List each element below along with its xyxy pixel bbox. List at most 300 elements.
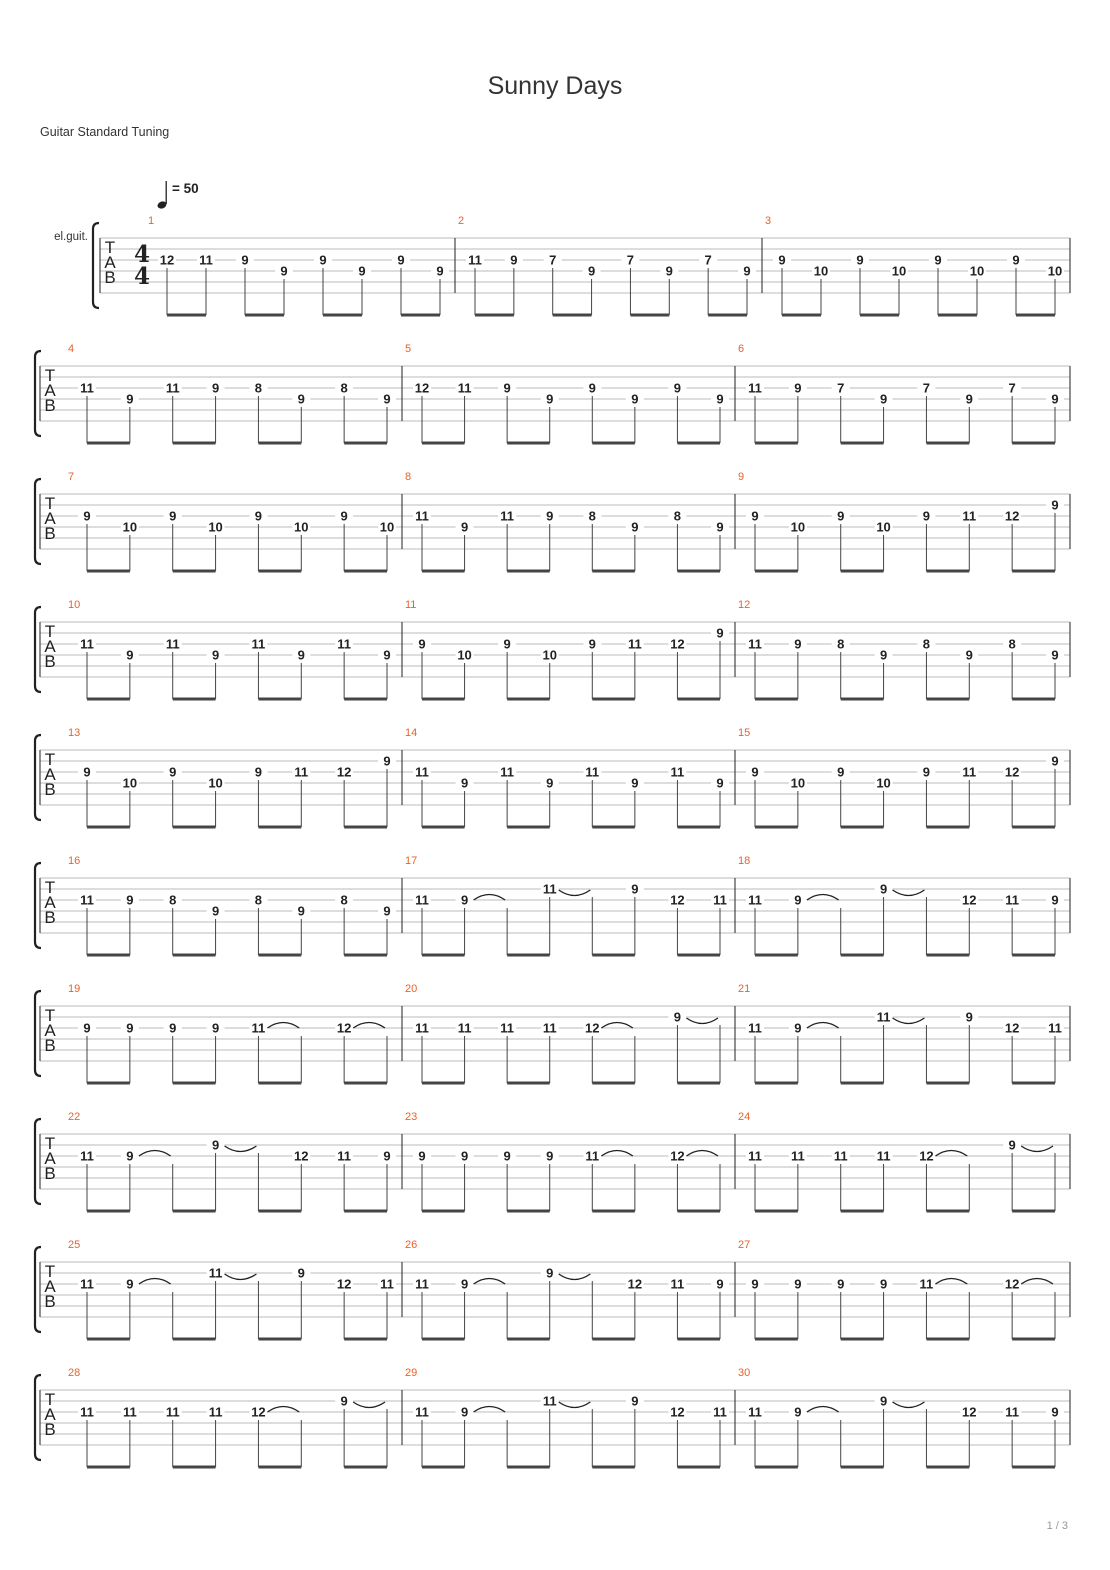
fret-number: 9 bbox=[588, 380, 596, 396]
tab-clef-letter: A bbox=[44, 1149, 56, 1168]
fret-number: 10 bbox=[813, 263, 829, 279]
tab-system bbox=[35, 343, 1070, 443]
fret-number: 9 bbox=[751, 508, 759, 524]
tie-arc bbox=[686, 1151, 718, 1157]
fret-number: 9 bbox=[297, 1265, 305, 1281]
tie-arc bbox=[935, 1151, 967, 1157]
fret-number: 9 bbox=[546, 391, 554, 407]
fret-number: 8 bbox=[922, 636, 931, 652]
measure bbox=[148, 215, 449, 315]
fret-number: 12 bbox=[251, 1404, 266, 1420]
measure bbox=[402, 1111, 720, 1211]
fret-number: 11 bbox=[415, 1020, 429, 1036]
measure-number: 12 bbox=[738, 599, 751, 611]
tab-clef-letter: B bbox=[44, 908, 56, 927]
tie-arc bbox=[353, 1023, 385, 1029]
measure-number: 7 bbox=[68, 471, 75, 483]
fret-number: 9 bbox=[1051, 391, 1059, 407]
fret-number: 9 bbox=[856, 252, 864, 268]
fret-number: 11 bbox=[1005, 892, 1020, 908]
fret-number: 9 bbox=[631, 1393, 639, 1409]
fret-number: 9 bbox=[126, 1276, 134, 1292]
fret-number: 9 bbox=[794, 1020, 802, 1036]
tie-arc bbox=[893, 1402, 925, 1408]
fret-number: 9 bbox=[794, 636, 802, 652]
measure bbox=[735, 1367, 1064, 1467]
fret-number: 7 bbox=[1008, 380, 1016, 396]
fret-number: 10 bbox=[379, 519, 395, 535]
tab-clef-letter: A bbox=[44, 1021, 56, 1040]
measure bbox=[735, 1239, 1055, 1339]
fret-number: 9 bbox=[716, 519, 724, 535]
measure bbox=[68, 599, 396, 699]
fret-number: 11 bbox=[833, 1148, 848, 1164]
fret-number: 11 bbox=[415, 1276, 429, 1292]
fret-number: 9 bbox=[460, 1404, 469, 1420]
fret-number: 12 bbox=[585, 1020, 600, 1036]
tie-arc bbox=[225, 1274, 257, 1280]
measure bbox=[455, 215, 756, 315]
fret-number: 9 bbox=[169, 508, 177, 524]
measure bbox=[402, 855, 729, 955]
fret-number: 9 bbox=[436, 263, 444, 279]
fret-number: 9 bbox=[837, 764, 845, 780]
fret-number: 9 bbox=[546, 1265, 554, 1281]
tab-clef-letter: A bbox=[44, 381, 56, 400]
fret-number: 10 bbox=[1047, 263, 1063, 279]
tie-arc bbox=[601, 1023, 633, 1029]
fret-number: 9 bbox=[837, 1276, 845, 1292]
tie-arc bbox=[225, 1146, 257, 1152]
measure-number: 23 bbox=[405, 1111, 418, 1123]
fret-number: 10 bbox=[790, 519, 806, 535]
page-number: 1 / 3 bbox=[1046, 1520, 1068, 1532]
fret-number: 12 bbox=[336, 1276, 352, 1292]
fret-number: 8 bbox=[169, 892, 177, 908]
fret-number: 9 bbox=[126, 892, 134, 908]
fret-number: 8 bbox=[1008, 636, 1016, 652]
fret-number: 11 bbox=[294, 764, 309, 780]
fret-number: 12 bbox=[1004, 1276, 1020, 1292]
measure bbox=[402, 343, 729, 443]
fret-number: 10 bbox=[122, 775, 138, 791]
tie-arc bbox=[353, 1402, 385, 1408]
tie-arc bbox=[267, 1407, 299, 1413]
fret-number: 9 bbox=[503, 636, 511, 652]
fret-number: 9 bbox=[1051, 753, 1059, 769]
fret-number: 12 bbox=[159, 252, 175, 268]
measure bbox=[68, 983, 387, 1083]
fret-number: 9 bbox=[340, 1393, 348, 1409]
tie-arc bbox=[807, 895, 839, 901]
fret-number: 12 bbox=[294, 1148, 309, 1164]
fret-number: 9 bbox=[879, 647, 888, 663]
instrument-label: el.guit. bbox=[54, 231, 88, 243]
fret-number: 11 bbox=[165, 1404, 180, 1420]
fret-number: 9 bbox=[631, 881, 639, 897]
tie-arc bbox=[559, 890, 591, 896]
fret-number: 11 bbox=[415, 1404, 429, 1420]
fret-number: 11 bbox=[80, 1276, 94, 1292]
fret-number: 11 bbox=[790, 1148, 805, 1164]
fret-number: 9 bbox=[631, 775, 639, 791]
fret-number: 9 bbox=[126, 1148, 134, 1164]
tab-clef-letter: T bbox=[44, 1006, 56, 1025]
tie-arc bbox=[139, 1279, 171, 1285]
measure-number: 27 bbox=[738, 1239, 751, 1251]
fret-number: 10 bbox=[969, 263, 985, 279]
measure-number: 11 bbox=[405, 599, 417, 611]
tab-clef-letter: B bbox=[44, 652, 56, 671]
tab-clef-letter: A bbox=[44, 1405, 56, 1424]
fret-number: 9 bbox=[460, 1148, 469, 1164]
tie-arc bbox=[1021, 1146, 1053, 1152]
fret-number: 9 bbox=[211, 380, 220, 396]
fret-number: 8 bbox=[673, 508, 682, 524]
fret-number: 9 bbox=[1051, 1404, 1059, 1420]
measure-number: 25 bbox=[68, 1239, 81, 1251]
tab-clef-letter: B bbox=[44, 1420, 56, 1439]
fret-number: 10 bbox=[457, 647, 472, 663]
fret-number: 9 bbox=[503, 380, 511, 396]
tab-clef-letter: B bbox=[44, 780, 56, 799]
tie-arc bbox=[139, 1151, 171, 1157]
fret-number: 9 bbox=[879, 391, 888, 407]
fret-number: 9 bbox=[1008, 1137, 1016, 1153]
fret-number: 9 bbox=[751, 1276, 759, 1292]
measure bbox=[735, 1111, 1055, 1211]
measure-number: 19 bbox=[68, 983, 81, 995]
time-signature-bottom: 4 bbox=[133, 263, 151, 290]
fret-number: 8 bbox=[588, 508, 596, 524]
tab-system bbox=[35, 1111, 1070, 1211]
fret-number: 11 bbox=[165, 636, 180, 652]
fret-number: 10 bbox=[208, 519, 223, 535]
tab-clef-letter: A bbox=[44, 1277, 56, 1296]
tab-clef-letter: T bbox=[44, 366, 56, 385]
tie-arc bbox=[559, 1274, 591, 1280]
fret-number: 11 bbox=[251, 1020, 266, 1036]
fret-number: 9 bbox=[83, 764, 91, 780]
tab-clef-letter: B bbox=[104, 268, 116, 287]
fret-number: 9 bbox=[503, 1148, 511, 1164]
tie-arc bbox=[893, 890, 925, 896]
tie-arc bbox=[807, 1023, 839, 1029]
fret-number: 9 bbox=[1051, 892, 1059, 908]
fret-number: 11 bbox=[337, 1148, 352, 1164]
fret-number: 9 bbox=[211, 1020, 220, 1036]
fret-number: 11 bbox=[415, 892, 429, 908]
measure-number: 14 bbox=[405, 727, 418, 739]
fret-number: 9 bbox=[631, 519, 639, 535]
fret-number: 11 bbox=[713, 892, 727, 908]
measure bbox=[68, 727, 396, 827]
fret-number: 9 bbox=[546, 775, 554, 791]
tab-clef-letter: T bbox=[44, 1134, 56, 1153]
fret-number: 9 bbox=[383, 391, 391, 407]
fret-number: 9 bbox=[546, 1148, 554, 1164]
fret-number: 9 bbox=[879, 1276, 888, 1292]
fret-number: 11 bbox=[80, 380, 94, 396]
fret-number: 9 bbox=[254, 508, 263, 524]
measure bbox=[402, 727, 729, 827]
measure-number: 18 bbox=[738, 855, 751, 867]
fret-number: 9 bbox=[211, 903, 220, 919]
measure bbox=[402, 471, 729, 571]
fret-number: 9 bbox=[751, 764, 759, 780]
measure-number: 6 bbox=[738, 343, 745, 355]
tab-clef-letter: T bbox=[44, 878, 56, 897]
fret-number: 9 bbox=[126, 391, 134, 407]
fret-number: 11 bbox=[585, 1148, 600, 1164]
fret-number: 11 bbox=[500, 508, 515, 524]
fret-number: 9 bbox=[241, 252, 249, 268]
fret-number: 12 bbox=[670, 1148, 685, 1164]
tie-arc bbox=[893, 1018, 925, 1024]
fret-number: 7 bbox=[704, 252, 712, 268]
tab-system bbox=[35, 599, 1070, 699]
tab-clef-letter: A bbox=[44, 893, 56, 912]
fret-number: 8 bbox=[340, 380, 348, 396]
fret-number: 9 bbox=[297, 391, 305, 407]
measure-number: 4 bbox=[68, 343, 75, 355]
fret-number: 12 bbox=[1004, 1020, 1020, 1036]
fret-number: 9 bbox=[794, 892, 802, 908]
fret-number: 9 bbox=[965, 647, 973, 663]
measure bbox=[68, 1367, 387, 1467]
tab-clef-letter: T bbox=[44, 750, 56, 769]
fret-number: 11 bbox=[457, 380, 472, 396]
song-title: Sunny Days bbox=[487, 72, 623, 100]
fret-number: 9 bbox=[83, 1020, 91, 1036]
tie-arc bbox=[935, 1279, 967, 1285]
fret-number: 10 bbox=[876, 519, 891, 535]
system-bracket bbox=[93, 223, 99, 308]
fret-number: 9 bbox=[169, 764, 177, 780]
fret-number: 11 bbox=[1048, 1020, 1062, 1036]
measure-number: 2 bbox=[458, 215, 465, 227]
tuning-label: Guitar Standard Tuning bbox=[40, 125, 170, 139]
fret-number: 9 bbox=[665, 263, 673, 279]
measure-number: 10 bbox=[68, 599, 81, 611]
tie-arc bbox=[474, 1279, 506, 1285]
measure bbox=[68, 343, 396, 443]
fret-number: 9 bbox=[837, 508, 845, 524]
fret-number: 11 bbox=[748, 636, 762, 652]
fret-number: 11 bbox=[457, 1020, 472, 1036]
time-signature-top: 4 bbox=[133, 241, 151, 268]
fret-number: 9 bbox=[460, 892, 469, 908]
fret-number: 9 bbox=[879, 881, 888, 897]
fret-number: 7 bbox=[837, 380, 845, 396]
measure-number: 9 bbox=[738, 471, 745, 483]
fret-number: 9 bbox=[965, 391, 973, 407]
measure bbox=[68, 855, 396, 955]
tie-arc bbox=[807, 1407, 839, 1413]
measure-number: 21 bbox=[738, 983, 751, 995]
fret-number: 11 bbox=[585, 764, 600, 780]
fret-number: 9 bbox=[934, 252, 942, 268]
fret-number: 11 bbox=[468, 252, 482, 268]
tie-arc bbox=[474, 1407, 506, 1413]
fret-number: 9 bbox=[716, 1276, 724, 1292]
fret-number: 9 bbox=[418, 1148, 426, 1164]
measure-number: 24 bbox=[738, 1111, 751, 1123]
fret-number: 9 bbox=[211, 1137, 220, 1153]
fret-number: 12 bbox=[670, 892, 685, 908]
fret-number: 11 bbox=[670, 764, 685, 780]
measure-number: 3 bbox=[765, 215, 772, 227]
fret-number: 9 bbox=[460, 519, 469, 535]
fret-number: 12 bbox=[336, 764, 352, 780]
tie-arc bbox=[559, 1402, 591, 1408]
fret-number: 11 bbox=[748, 1148, 762, 1164]
measure bbox=[402, 983, 720, 1083]
fret-number: 8 bbox=[254, 892, 263, 908]
fret-number: 11 bbox=[337, 636, 352, 652]
fret-number: 9 bbox=[211, 647, 220, 663]
fret-number: 11 bbox=[80, 636, 94, 652]
fret-number: 11 bbox=[80, 1404, 94, 1420]
fret-number: 9 bbox=[418, 636, 426, 652]
fret-number: 9 bbox=[587, 263, 596, 279]
fret-number: 9 bbox=[794, 1276, 802, 1292]
fret-number: 9 bbox=[673, 1009, 682, 1025]
fret-number: 9 bbox=[254, 764, 263, 780]
fret-number: 11 bbox=[500, 1020, 515, 1036]
fret-number: 11 bbox=[542, 1393, 557, 1409]
fret-number: 9 bbox=[716, 625, 724, 641]
fret-number: 9 bbox=[460, 775, 469, 791]
tab-clef-letter: B bbox=[44, 524, 56, 543]
fret-number: 11 bbox=[415, 764, 429, 780]
fret-number: 11 bbox=[415, 508, 429, 524]
measure-number: 5 bbox=[405, 343, 412, 355]
fret-number: 12 bbox=[962, 892, 977, 908]
fret-number: 9 bbox=[778, 252, 786, 268]
fret-number: 11 bbox=[748, 892, 762, 908]
fret-number: 9 bbox=[383, 753, 391, 769]
measure bbox=[68, 1111, 396, 1211]
tab-clef-letter: T bbox=[44, 494, 56, 513]
fret-number: 11 bbox=[542, 881, 557, 897]
fret-number: 9 bbox=[126, 1020, 134, 1036]
fret-number: 9 bbox=[397, 252, 405, 268]
fret-number: 9 bbox=[319, 252, 327, 268]
tab-system bbox=[35, 471, 1070, 571]
tab-clef-letter: A bbox=[44, 637, 56, 656]
measure-number: 13 bbox=[68, 727, 81, 739]
measure bbox=[762, 215, 1064, 315]
measure bbox=[735, 727, 1064, 827]
fret-number: 10 bbox=[542, 647, 557, 663]
fret-number: 11 bbox=[748, 1020, 762, 1036]
fret-number: 9 bbox=[794, 380, 802, 396]
fret-number: 11 bbox=[962, 508, 977, 524]
fret-number: 9 bbox=[716, 775, 724, 791]
tab-clef-letter: T bbox=[44, 1390, 56, 1409]
tab-system bbox=[35, 727, 1070, 827]
fret-number: 9 bbox=[588, 636, 596, 652]
tab-clef-letter: T bbox=[44, 622, 56, 641]
fret-number: 9 bbox=[922, 764, 931, 780]
fret-number: 7 bbox=[626, 252, 635, 268]
tab-clef-letter: B bbox=[44, 1036, 56, 1055]
fret-number: 11 bbox=[251, 636, 266, 652]
tie-arc bbox=[1021, 1279, 1053, 1285]
tab-clef-letter: B bbox=[44, 1292, 56, 1311]
fret-number: 9 bbox=[794, 1404, 802, 1420]
tab-clef-letter: T bbox=[44, 1262, 56, 1281]
fret-number: 12 bbox=[336, 1020, 352, 1036]
fret-number: 11 bbox=[380, 1276, 394, 1292]
tie-arc bbox=[474, 895, 506, 901]
tab-system bbox=[35, 1239, 1070, 1339]
fret-number: 10 bbox=[122, 519, 138, 535]
tab-system bbox=[54, 215, 1070, 315]
fret-number: 9 bbox=[631, 391, 639, 407]
measure-number: 20 bbox=[405, 983, 418, 995]
fret-number: 11 bbox=[919, 1276, 934, 1292]
tab-clef-letter: B bbox=[44, 1164, 56, 1183]
fret-number: 9 bbox=[673, 380, 682, 396]
fret-number: 9 bbox=[383, 1148, 391, 1164]
fret-number: 10 bbox=[294, 519, 309, 535]
fret-number: 10 bbox=[208, 775, 223, 791]
fret-number: 12 bbox=[670, 636, 685, 652]
fret-number: 9 bbox=[169, 1020, 177, 1036]
fret-number: 9 bbox=[510, 252, 518, 268]
measure bbox=[735, 855, 1064, 955]
measure-number: 8 bbox=[405, 471, 412, 483]
fret-number: 11 bbox=[165, 380, 180, 396]
measure bbox=[735, 599, 1064, 699]
measure bbox=[402, 1239, 729, 1339]
fret-number: 9 bbox=[1012, 252, 1020, 268]
measure-number: 22 bbox=[68, 1111, 81, 1123]
fret-number: 12 bbox=[670, 1404, 685, 1420]
tie-arc bbox=[686, 1018, 718, 1024]
measure bbox=[402, 1367, 729, 1467]
measure bbox=[68, 471, 396, 571]
fret-number: 12 bbox=[1004, 764, 1020, 780]
fret-number: 7 bbox=[549, 252, 557, 268]
fret-number: 9 bbox=[743, 263, 751, 279]
measure-number: 17 bbox=[405, 855, 418, 867]
fret-number: 11 bbox=[876, 1009, 891, 1025]
fret-number: 8 bbox=[340, 892, 348, 908]
fret-number: 9 bbox=[546, 508, 554, 524]
measure-number: 16 bbox=[68, 855, 81, 867]
measure-number: 28 bbox=[68, 1367, 81, 1379]
fret-number: 9 bbox=[1051, 647, 1059, 663]
fret-number: 12 bbox=[1004, 508, 1020, 524]
tie-arc bbox=[601, 1151, 633, 1157]
fret-number: 8 bbox=[837, 636, 845, 652]
measure bbox=[735, 343, 1064, 443]
measure-number: 29 bbox=[405, 1367, 418, 1379]
fret-number: 9 bbox=[340, 508, 348, 524]
measure-number: 1 bbox=[148, 215, 155, 227]
tab-system bbox=[35, 983, 1070, 1083]
fret-number: 9 bbox=[297, 903, 305, 919]
measure bbox=[68, 1239, 396, 1339]
measure bbox=[402, 599, 729, 699]
fret-number: 11 bbox=[80, 892, 94, 908]
fret-number: 9 bbox=[965, 1009, 973, 1025]
fret-number: 11 bbox=[199, 252, 213, 268]
tab-system bbox=[35, 1367, 1070, 1467]
